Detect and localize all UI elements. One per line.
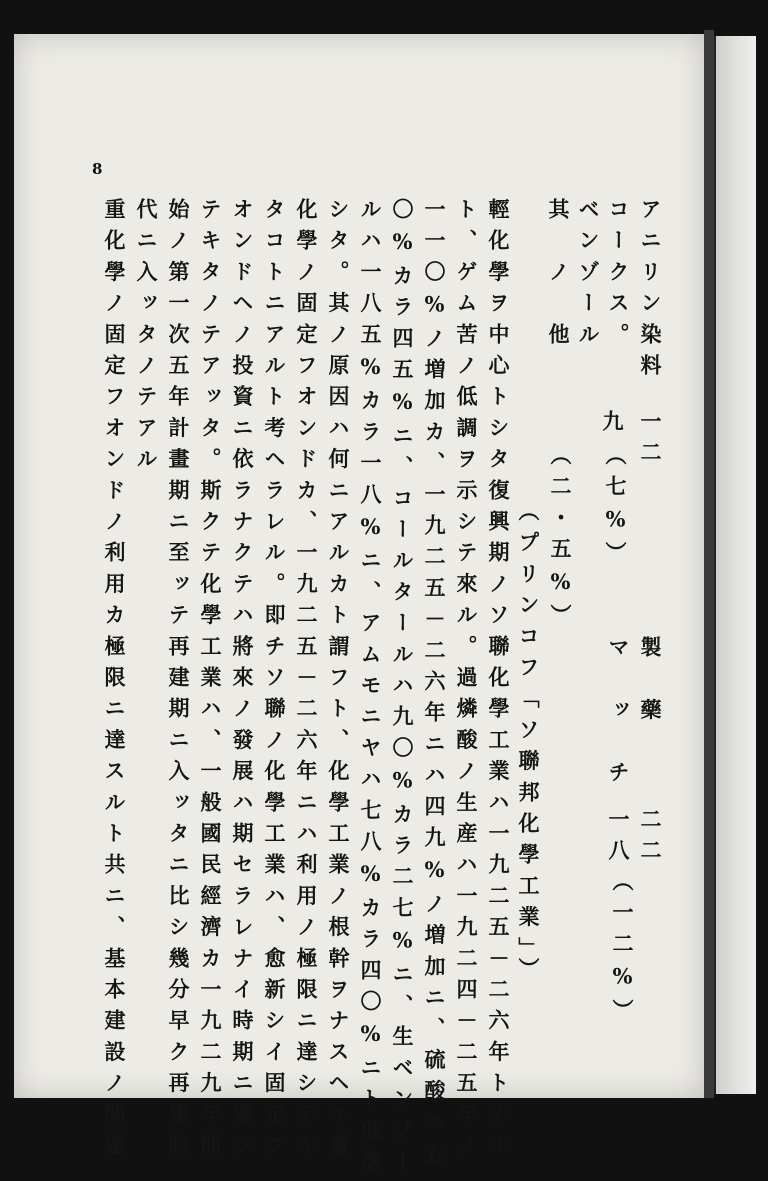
body-line: 重化學ノ固定フオンドノ利用カ極限ニ達スルト共ニ、基本建設ノ問題: [102, 198, 127, 1166]
table-row-value: 一八: [606, 808, 631, 871]
percent-note: （七%）: [603, 444, 628, 573]
page-edge: [714, 36, 756, 1094]
table-row-value: 九: [600, 410, 625, 442]
body-line: 化學ノ固定フオンドカ、一九二五－二六年ニハ利用ノ極限ニ達シテキ: [294, 198, 319, 1166]
table-row-value: 二二: [638, 808, 663, 871]
body-line: タコトニアルト考ヘラレル。即チソ聯ノ化學工業ハ、愈新シイ固定フ: [262, 198, 287, 1166]
table-row-value: 一二: [638, 410, 663, 473]
book-spine: [704, 30, 714, 1098]
body-line: 代ニ入ッタノテアル: [134, 198, 159, 479]
page-number: 8: [92, 160, 103, 178]
percent-note: （一二%）: [610, 870, 635, 1030]
table-row-label: 製 藥: [638, 636, 663, 730]
body-line: シタ。其ノ原因ハ何ニアルカト謂フト、化學工業ノ根幹ヲナスヘキ重: [326, 198, 351, 1166]
percent-note: （二・五%）: [548, 444, 573, 636]
citation: （プリンコフ「ソ聯邦化學工業」）: [516, 500, 541, 989]
table-row-label: アニリン染料: [638, 198, 663, 386]
body-line: テキタノテアッタ。斯クテ化學工業ハ、一般國民經濟カ一九二九年開: [198, 198, 223, 1166]
body-line: 〇%カラ四五%ニ、コールタールハ九〇%カラ二七%ニ、生ベンゾー: [390, 198, 415, 1181]
table-row-label: 其 ノ 他: [546, 198, 571, 354]
table-row-label: コークス。: [606, 198, 631, 354]
body-line: 輕化學ヲ中心トシタ復興期ノソ聯化學工業ハ一九二五－二六年トナル: [486, 198, 511, 1166]
table-row-label: マ ッ チ: [606, 636, 631, 792]
body-line: 一一〇%ノ増加カ、一九二五－二六年ニハ四九%ノ増加ニ、硫酸ハ五: [422, 198, 447, 1174]
body-line: ト、ゲム苦ノ低調ヲ示シテ來ル。過燐酸ノ生産ハ一九二四－二五年ノ: [454, 198, 479, 1166]
table-row-label: ベンゾール: [576, 198, 601, 354]
body-line: ルハ一八五%カラ一八%ニ、アムモニヤハ七八%カラ四〇%ニト低落: [358, 198, 383, 1181]
body-line: 始ノ第一次五年計畫期ニ至ッテ再建期ニ入ッタニ比シ幾分早ク再建時: [166, 198, 191, 1166]
body-line: オンドヘノ投資ニ依ラナクテハ將來ノ發展ハ期セラレナイ時期ニ達シ: [230, 198, 255, 1166]
